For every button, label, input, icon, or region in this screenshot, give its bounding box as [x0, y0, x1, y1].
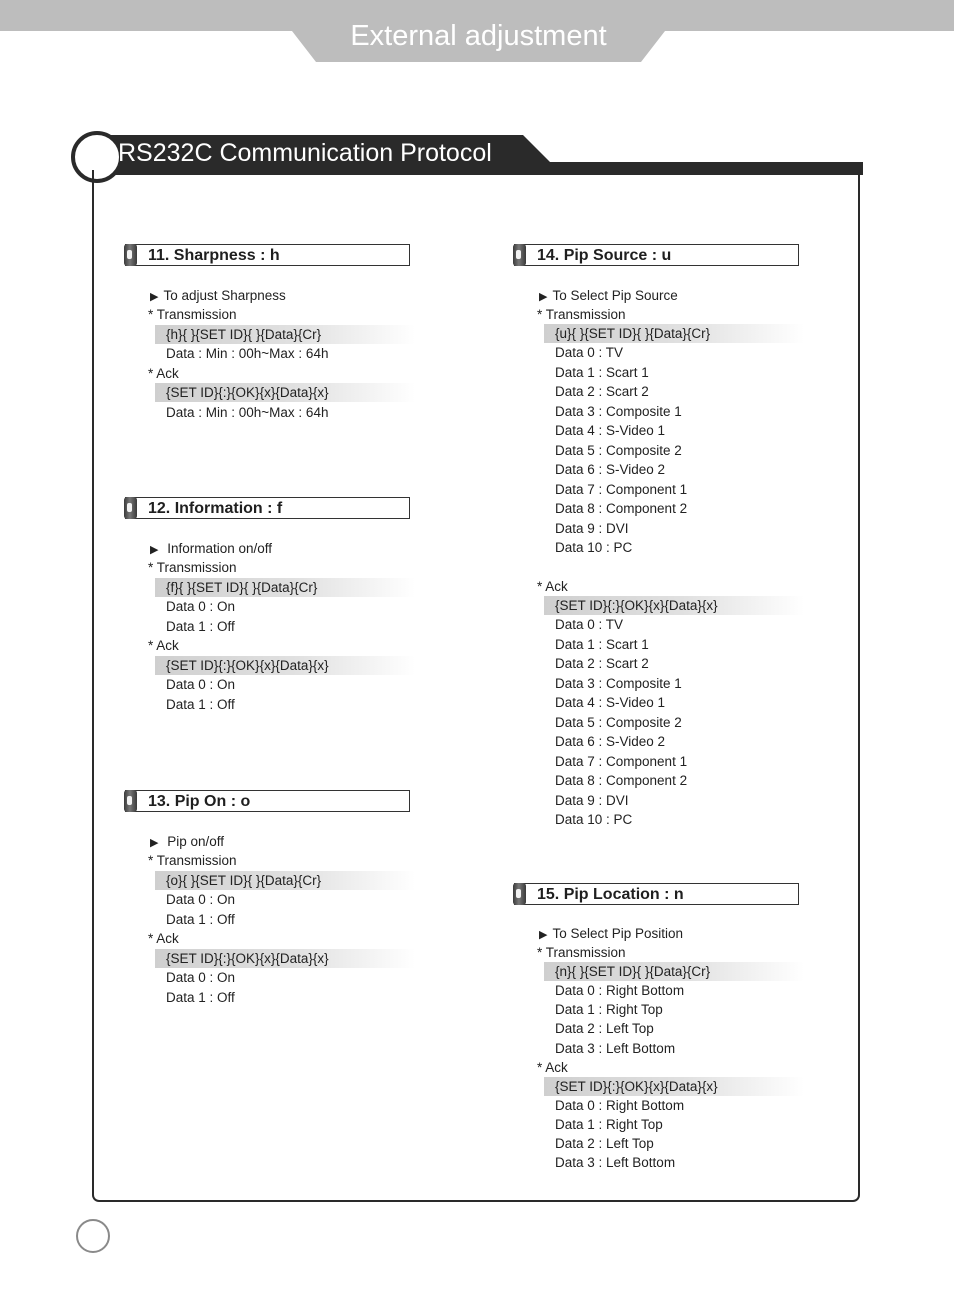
transmission-label: * Transmission: [537, 307, 626, 322]
data-line: Data 1 : Off: [166, 990, 235, 1005]
section-heading: 13. Pip On : o: [148, 793, 251, 810]
ack-command: {SET ID}{:}{OK}{x}{Data}{x}: [544, 1077, 804, 1096]
triangle-bullet-icon: ▶: [150, 544, 159, 556]
ack-label: * Ack: [148, 366, 179, 381]
data-line: Data 3 : Left Bottom: [555, 1155, 676, 1170]
transmission-command: {n}{ }{SET ID}{ }{Data}{Cr}: [544, 962, 804, 981]
triangle-bullet-icon: ▶: [539, 291, 548, 303]
data-line: Data 0 : On: [166, 892, 236, 907]
data-line: Data 5 : Composite 2: [555, 715, 682, 730]
data-line: Data 6 : S-Video 2: [555, 462, 666, 477]
transmission-label: * Transmission: [148, 853, 237, 868]
data-line: Data 0 : Right Bottom: [555, 983, 685, 998]
data-line: Data 8 : Component 2: [555, 501, 688, 516]
data-line: Data 4 : S-Video 1: [555, 423, 666, 438]
data-line: Data 6 : S-Video 2: [555, 734, 666, 749]
ack-command: {SET ID}{:}{OK}{x}{Data}{x}: [155, 383, 415, 402]
data-line: Data 2 : Scart 2: [555, 384, 649, 399]
section-header: [125, 790, 410, 812]
ack-command: {SET ID}{:}{OK}{x}{Data}{x}: [155, 656, 415, 675]
protocol-section-sharpness: [125, 244, 410, 420]
transmission-label: * Transmission: [537, 945, 626, 960]
data-line: Data 9 : DVI: [555, 521, 629, 536]
data-line: Data 0 : TV: [555, 617, 624, 632]
protocol-section-pip-source: [514, 244, 799, 827]
data-line: Data 1 : Right Top: [555, 1002, 663, 1017]
description: ▶ Pip on/off: [150, 832, 224, 853]
transmission-command: {o}{ }{SET ID}{ }{Data}{Cr}: [155, 871, 415, 890]
page-title: External adjustment: [350, 20, 607, 52]
ack-label: * Ack: [148, 931, 179, 946]
section-heading: 11. Sharpness : h: [148, 247, 280, 264]
section-header: [125, 497, 410, 519]
section-header: [514, 244, 799, 266]
description: ▶ To Select Pip Source: [539, 286, 678, 307]
header-marker-icon: [513, 244, 526, 266]
header-marker-icon: [513, 883, 526, 905]
description: ▶ To Select Pip Position: [539, 924, 683, 945]
triangle-bullet-icon: ▶: [150, 837, 159, 849]
data-line: Data 1 : Off: [166, 912, 235, 927]
data-line: Data 7 : Component 1: [555, 482, 688, 497]
transmission-command: {f}{ }{SET ID}{ }{Data}{Cr}: [155, 578, 415, 597]
data-line: Data 10 : PC: [555, 812, 633, 827]
triangle-bullet-icon: ▶: [539, 929, 548, 941]
section-title: RS232C Communication Protocol: [118, 139, 492, 167]
data-line: Data 4 : S-Video 1: [555, 695, 666, 710]
data-line: Data : Min : 00h~Max : 64h: [166, 405, 329, 420]
ack-command: {SET ID}{:}{OK}{x}{Data}{x}: [155, 949, 415, 968]
ack-label: * Ack: [537, 579, 568, 594]
protocol-section-pip-on: [125, 790, 410, 1005]
data-line: Data 0 : On: [166, 677, 236, 692]
transmission-command: {h}{ }{SET ID}{ }{Data}{Cr}: [155, 325, 415, 344]
data-line: Data 1 : Off: [166, 619, 235, 634]
section-heading: 15. Pip Location : n: [537, 886, 684, 903]
ack-label: * Ack: [537, 1060, 568, 1075]
header-marker-icon: [124, 244, 137, 266]
data-line: Data 0 : TV: [555, 345, 624, 360]
data-line: Data 5 : Composite 2: [555, 443, 682, 458]
data-line: Data 9 : DVI: [555, 793, 629, 808]
transmission-command: {u}{ }{SET ID}{ }{Data}{Cr}: [544, 324, 804, 343]
section-heading: 14. Pip Source : u: [537, 247, 672, 264]
header-marker-icon: [124, 790, 137, 812]
data-line: Data 10 : PC: [555, 540, 633, 555]
data-line: Data 3 : Left Bottom: [555, 1041, 676, 1056]
description: ▶ To adjust Sharpness: [150, 286, 286, 307]
data-line: Data 0 : On: [166, 599, 236, 614]
data-line: Data 2 : Left Top: [555, 1136, 654, 1151]
data-line: Data 7 : Component 1: [555, 754, 688, 769]
data-line: Data 2 : Left Top: [555, 1021, 654, 1036]
ack-command: {SET ID}{:}{OK}{x}{Data}{x}: [544, 596, 804, 615]
transmission-label: * Transmission: [148, 560, 237, 575]
header-marker-icon: [124, 497, 137, 519]
description: ▶ Information on/off: [150, 539, 272, 560]
section-heading: 12. Information : f: [148, 500, 283, 517]
data-line: Data 1 : Off: [166, 697, 235, 712]
data-line: Data 2 : Scart 2: [555, 656, 649, 671]
page-number-circle: [76, 1219, 110, 1253]
transmission-label: * Transmission: [148, 307, 237, 322]
protocol-section-pip-location: [514, 883, 799, 1170]
ack-label: * Ack: [148, 638, 179, 653]
protocol-section-information: [125, 497, 410, 712]
data-line: Data 1 : Right Top: [555, 1117, 663, 1132]
data-line: Data 1 : Scart 1: [555, 637, 649, 652]
data-line: Data : Min : 00h~Max : 64h: [166, 346, 329, 361]
data-line: Data 8 : Component 2: [555, 773, 688, 788]
data-line: Data 0 : Right Bottom: [555, 1098, 685, 1113]
data-line: Data 1 : Scart 1: [555, 365, 649, 380]
data-line: Data 3 : Composite 1: [555, 404, 682, 419]
data-line: Data 0 : On: [166, 970, 236, 985]
triangle-bullet-icon: ▶: [150, 291, 159, 303]
section-header: [125, 244, 410, 266]
data-line: Data 3 : Composite 1: [555, 676, 682, 691]
section-header: [514, 883, 799, 905]
